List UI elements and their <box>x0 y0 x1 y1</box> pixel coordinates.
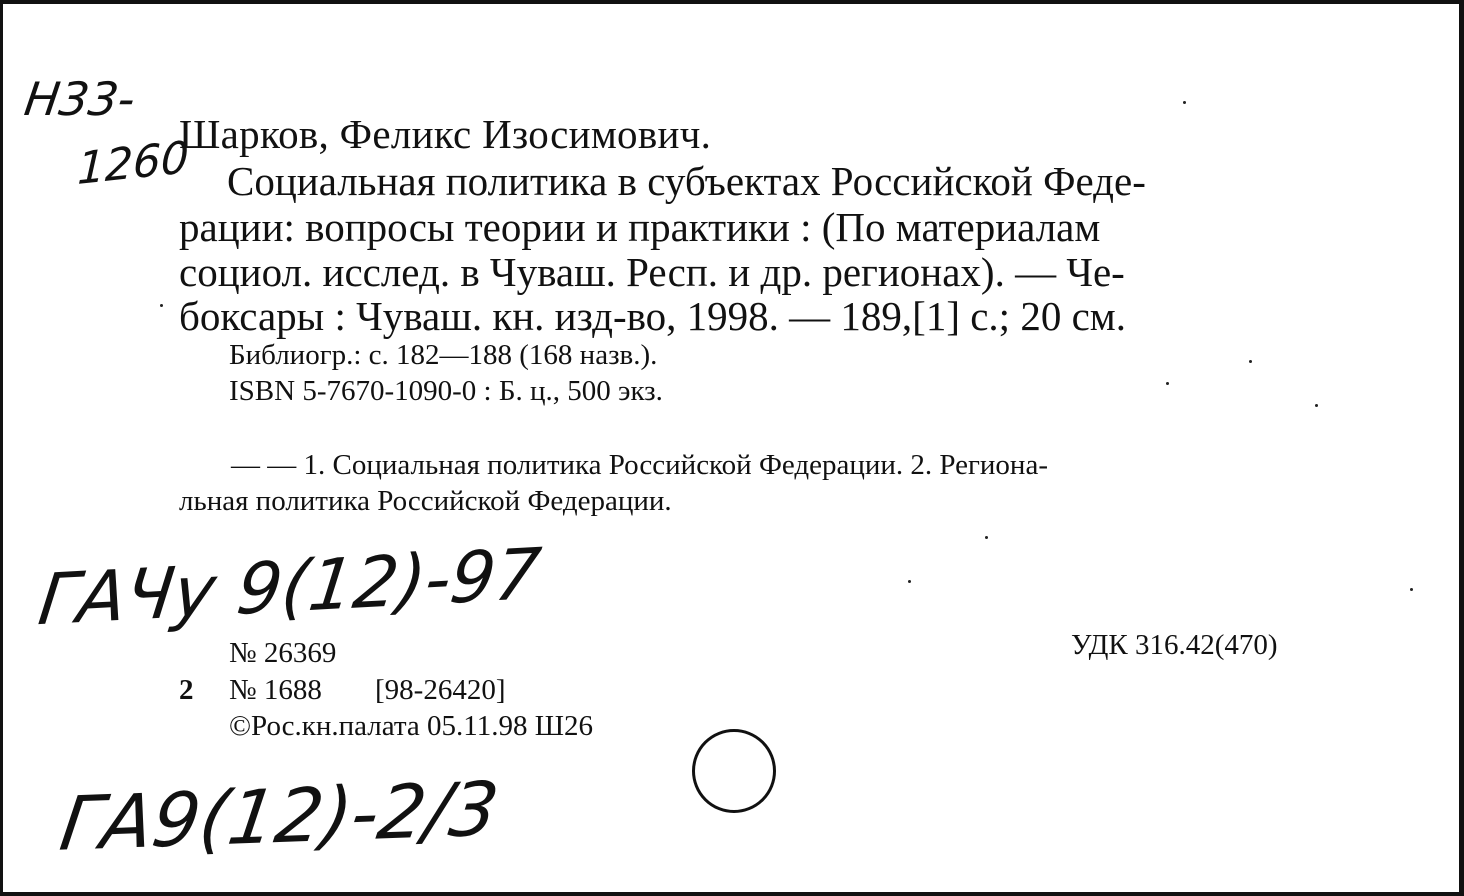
title-line: социол. исслед. в Чуваш. Респ. и др. регионах). — Че- <box>179 249 1125 295</box>
isbn-line: ISBN 5-7670-1090-0 : Б. ц., 500 экз. <box>229 375 663 407</box>
book-chamber-line: ©Рос.кн.палата 05.11.98 Ш26 <box>229 710 593 742</box>
scan-speck <box>1249 360 1252 363</box>
author-heading: Шарков, Феликс Изосимович. <box>179 111 712 157</box>
handwritten-shelf-mark: ГАЧу 9(12)-97 <box>34 532 545 642</box>
handwritten-shelf-mark: ГА9(12)-2/3 <box>55 766 504 868</box>
title-line: боксары : Чуваш. кн. изд-во, 1998. — 189,[1] с.; 20 см. <box>179 293 1126 339</box>
handwritten-code-top: Н33- <box>21 72 139 126</box>
record-code: [98-26420] <box>375 674 506 706</box>
udk-code: УДК 316.42(470) <box>1071 629 1278 661</box>
scan-speck <box>985 536 988 539</box>
card-number: № 1688 <box>229 674 322 706</box>
circle-stamp <box>692 729 776 813</box>
title-line: Социальная политика в субъектах Российской Феде- <box>227 158 1146 204</box>
subjects-line: — — 1. Социальная политика Российской Федерации. 2. Региона- <box>231 449 1048 481</box>
registration-number: № 26369 <box>229 637 337 669</box>
scan-speck <box>1315 404 1318 407</box>
title-line: рации: вопросы теории и практики : (По материалам <box>179 204 1101 250</box>
scan-speck <box>1166 382 1169 385</box>
bibliography-note: Библиогр.: с. 182—188 (168 назв.). <box>229 339 658 371</box>
handwritten-code-top-number: 1260 <box>76 131 190 196</box>
subjects-line: льная политика Российской Федерации. <box>179 485 672 517</box>
scan-speck <box>1183 101 1186 104</box>
scan-speck <box>160 304 163 307</box>
copy-count: 2 <box>179 674 194 706</box>
scan-speck <box>1410 588 1413 591</box>
scan-speck <box>908 580 911 583</box>
